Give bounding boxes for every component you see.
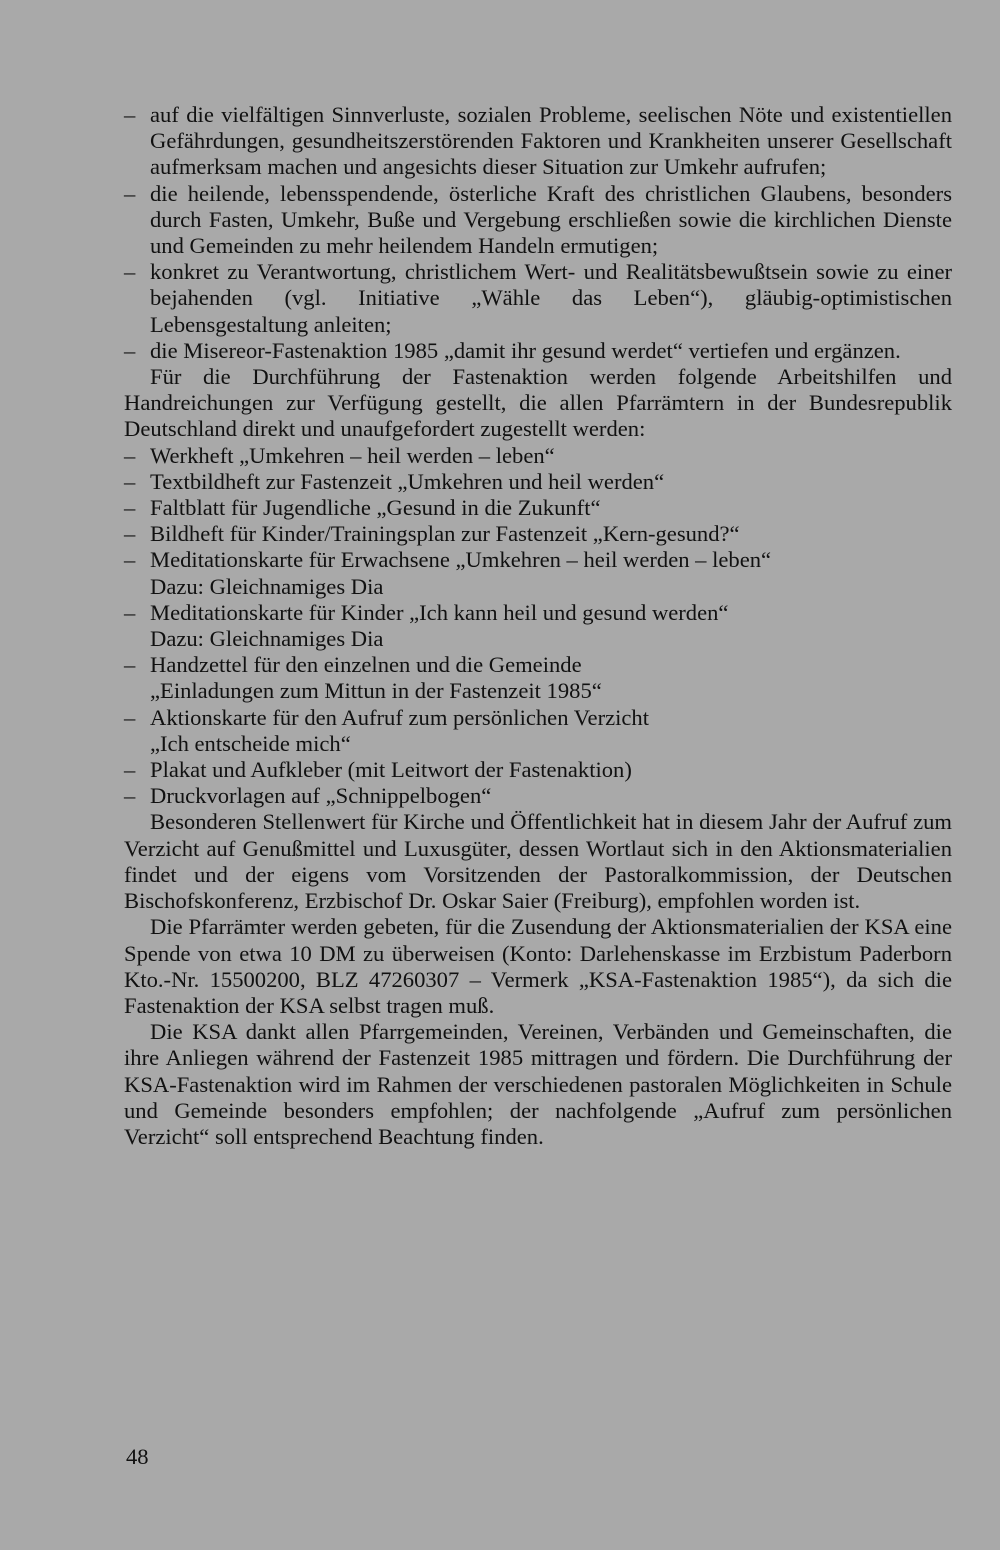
materials-list-item [124, 757, 952, 783]
materials-list-item [124, 705, 952, 757]
bullet-dash: – [124, 521, 136, 547]
bullet-text: auf die vielfältigen Sinnverluste, sozialen Probleme, seelischen Nöte und existentiellen Gefährdungen, gesundheitszerstörenden Faktoren und Krankheiten unserer Gesellschaft aufmerksam machen und angesichts dieser Situation zur Umkehr aufrufen; [150, 102, 952, 180]
bullet-dash: – [124, 652, 136, 678]
material-title: Werkheft „Umkehren – heil werden – leben“ [150, 442, 555, 468]
bullet-dash: – [124, 704, 136, 730]
materials-list-item [124, 600, 952, 652]
bullet-dash: – [124, 495, 136, 521]
materials-list-item [124, 652, 952, 704]
page-body [124, 102, 952, 1150]
material-title: Textbildheft zur Fastenzeit „Umkehren und heil werden“ [150, 468, 665, 494]
bullet-dash: – [124, 259, 136, 285]
bullet-dash: – [124, 442, 136, 468]
material-title: Plakat und Aufkleber (mit Leitwort der Fastenaktion) [150, 757, 632, 783]
materials-list-item [124, 547, 952, 599]
body-paragraph: Besonderen Stellenwert für Kirche und Öffentlichkeit hat in diesem Jahr der Aufruf zum Verzicht auf Genußmittel und Luxusgüter, dessen Wortlaut sich in den Aktionsmaterialien findet und der eigens vom Vorsitzenden der Pastoralkommission, der Deutschen Bischofskonferenz, Erzbischof Dr. Oskar Saier (Freiburg), empfohlen worden ist. [124, 809, 952, 914]
materials-list-item [124, 469, 952, 495]
intro-bullet [124, 102, 952, 181]
material-title: Handzettel für den einzelnen und die Gemeinde [150, 652, 582, 678]
material-note: Dazu: Gleichnamiges Dia [150, 573, 384, 599]
material-note: Dazu: Gleichnamiges Dia [150, 626, 384, 652]
body-paragraph: Die Pfarrämter werden gebeten, für die Zusendung der Aktionsmaterialien der KSA eine Spende von etwa 10 DM zu überweisen (Konto: Darlehenskasse im Erzbistum Paderborn Kto.-Nr. 15500200, BLZ 47260307 – Vermerk „KSA-Fastenaktion 1985“), da sich die Fastenaktion der KSA selbst tragen muß. [124, 914, 952, 1018]
intro-bullet [124, 338, 952, 364]
materials-intro-paragraph: Für die Durchführung der Fastenaktion werden folgende Arbeitshilfen und Handreichungen zur Verfügung gestellt, die allen Pfarrämtern in der Bundesrepublik Deutschland direkt und unaufgefordert zugestellt werden: [124, 364, 952, 442]
material-title: Faltblatt für Jugendliche „Gesund in die Zukunft“ [150, 495, 601, 521]
intro-bullet [124, 259, 952, 338]
bullet-dash: – [124, 599, 136, 625]
material-title: Meditationskarte für Erwachsene „Umkehren – heil werden – leben“ [150, 547, 772, 573]
bullet-dash: – [124, 102, 136, 127]
material-note: „Einladungen zum Mittun in der Fastenzeit 1985“ [150, 678, 602, 704]
bullet-dash: – [124, 468, 136, 494]
body-paragraph: Die KSA dankt allen Pfarrgemeinden, Vereinen, Verbänden und Gemeinschaften, die ihre Anliegen während der Fastenzeit 1985 mittragen und fördern. Die Durchführung der KSA-Fastenaktion wird im Rahmen der verschiedenen pastoralen Möglichkeiten in Schule und Gemeinde besonders empfohlen; der nachfolgende „Aufruf zum persönlichen Verzicht“ soll entsprechend Beachtung finden. [124, 1019, 952, 1149]
material-note: „Ich entscheide mich“ [150, 730, 351, 756]
bullet-dash: – [124, 757, 136, 783]
material-title: Aktionskarte für den Aufruf zum persönlichen Verzicht [150, 704, 650, 730]
bullet-dash: – [124, 783, 136, 809]
materials-list [124, 443, 952, 810]
materials-list-item [124, 443, 952, 469]
material-title: Bildheft für Kinder/Trainingsplan zur Fastenzeit „Kern-gesund?“ [150, 521, 740, 547]
bullet-dash: – [124, 180, 136, 206]
intro-bullet-list [124, 102, 952, 364]
bullet-text: die heilende, lebensspendende, österliche Kraft des christlichen Glaubens, besonders durch Fasten, Umkehr, Buße und Vergebung erschließen sowie die kirchlichen Dienste und Gemeinden zu mehr heilendem Handeln ermutigen; [150, 180, 952, 259]
intro-bullet [124, 181, 952, 260]
bullet-dash: – [124, 337, 136, 363]
materials-list-item [124, 495, 952, 521]
materials-list-item [124, 783, 952, 809]
materials-list-item [124, 521, 952, 547]
bullet-dash: – [124, 547, 136, 573]
material-title: Meditationskarte für Kinder „Ich kann heil und gesund werden“ [150, 599, 729, 625]
bullet-text: die Misereor-Fastenaktion 1985 „damit ihr gesund werdet“ vertiefen und ergänzen. [150, 337, 901, 363]
bullet-text: konkret zu Verantwortung, christlichem Wert- und Realitätsbewußtsein sowie zu einer bejahenden (vgl. Initiative „Wähle das Leben“), gläubig-optimistischen Lebensgestaltung anleiten; [150, 259, 952, 337]
page-number: 48 [126, 1444, 149, 1469]
material-title: Druckvorlagen auf „Schnippelbogen“ [150, 783, 492, 809]
